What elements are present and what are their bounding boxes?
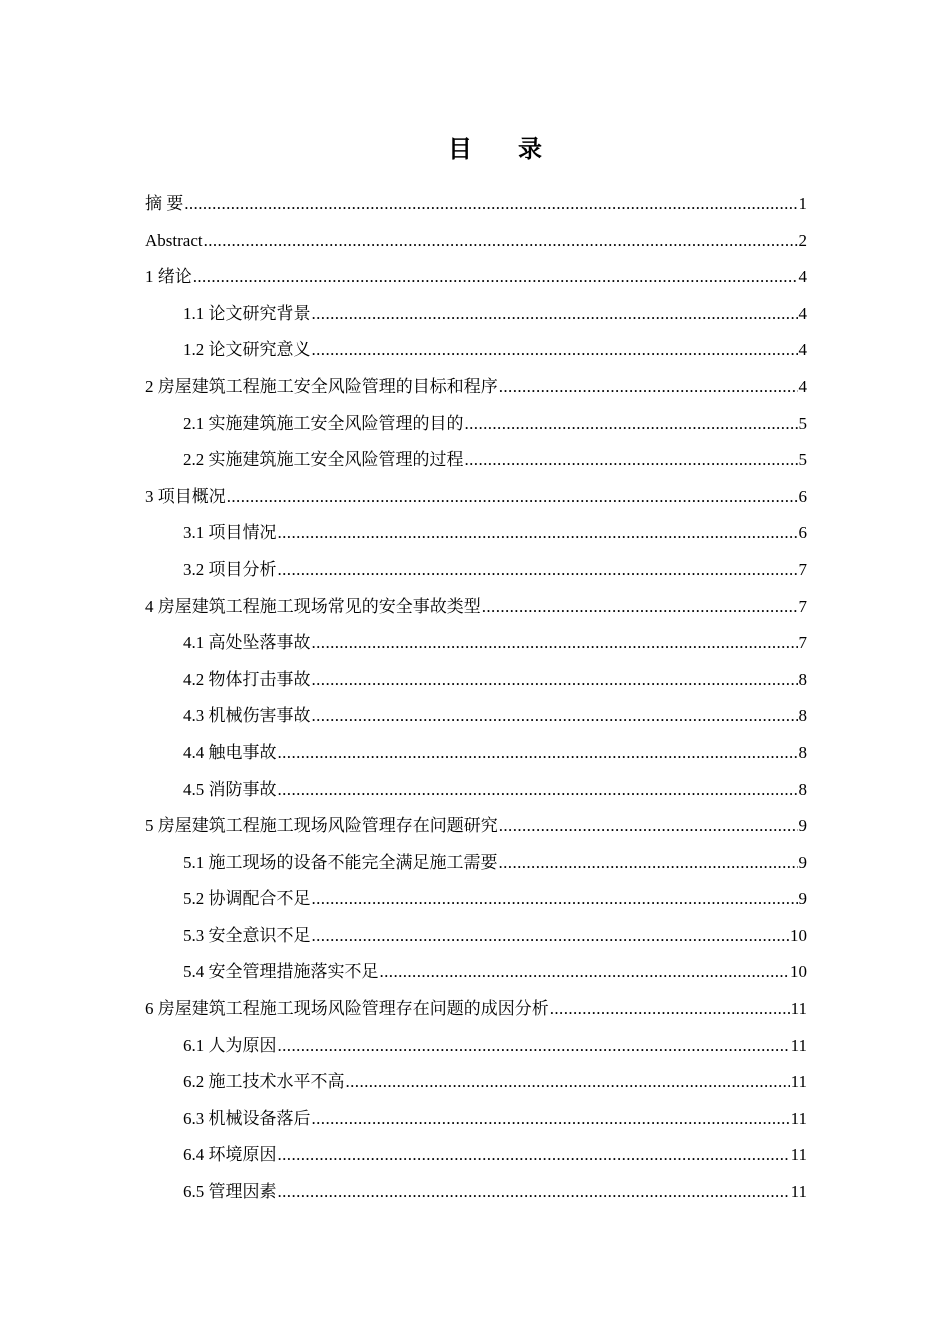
toc-entry[interactable] — [145, 1064, 807, 1101]
toc-entry[interactable] — [145, 406, 807, 443]
toc-entry-label: 6.1 人为原因 — [183, 1035, 277, 1055]
toc-entry-label: 1 绪论 — [145, 267, 192, 287]
toc-entry-page-number: 9 — [798, 852, 807, 872]
toc-entry-page-number: 11 — [790, 1108, 807, 1128]
toc-entry-label: 3 项目概况 — [145, 486, 226, 506]
toc-entry[interactable] — [145, 881, 807, 918]
toc-dot-leader — [499, 369, 798, 406]
toc-entry-label: 2.1 实施建筑施工安全风险管理的目的 — [183, 413, 464, 433]
toc-entry-label: 6.5 管理因素 — [183, 1182, 277, 1202]
toc-dot-leader — [312, 1101, 790, 1138]
toc-entry-page-number: 2 — [798, 230, 807, 250]
toc-entry-page-number: 4 — [798, 303, 807, 323]
toc-entry[interactable] — [145, 991, 807, 1028]
toc-entry[interactable] — [145, 1028, 807, 1065]
toc-entry-label: 1.1 论文研究背景 — [183, 303, 311, 323]
toc-entry[interactable] — [145, 332, 807, 369]
toc-entry-page-number: 8 — [798, 669, 807, 689]
toc-dot-leader — [278, 772, 798, 809]
toc-entry[interactable] — [145, 186, 807, 223]
toc-entry-label: 2.2 实施建筑施工安全风险管理的过程 — [183, 450, 464, 470]
toc-entry[interactable] — [145, 479, 807, 516]
toc-entry-page-number: 6 — [798, 523, 807, 543]
toc-entry-label: 4.1 高处坠落事故 — [183, 633, 311, 653]
toc-dot-leader — [482, 589, 798, 626]
toc-dot-leader — [380, 954, 790, 991]
toc-entry-label: 3.2 项目分析 — [183, 559, 277, 579]
toc-entry[interactable] — [145, 735, 807, 772]
toc-entry-page-number: 8 — [798, 706, 807, 726]
toc-entry[interactable] — [145, 515, 807, 552]
toc-dot-leader — [499, 808, 798, 845]
toc-entry-page-number: 1 — [798, 194, 807, 213]
toc-dot-leader — [550, 991, 790, 1028]
toc-dot-leader — [312, 296, 798, 333]
toc-entry-page-number: 11 — [790, 1035, 807, 1055]
toc-entry-page-number: 11 — [790, 999, 807, 1019]
toc-entry-page-number: 7 — [798, 596, 807, 616]
toc-entry[interactable] — [145, 552, 807, 589]
toc-dot-leader — [346, 1064, 790, 1101]
toc-dot-leader — [278, 1174, 790, 1211]
toc-entry-label: 6.4 环境原因 — [183, 1145, 277, 1165]
toc-entry[interactable] — [145, 589, 807, 626]
toc-entry-label: 4.2 物体打击事故 — [183, 669, 311, 689]
toc-dot-leader — [227, 479, 798, 516]
toc-entry-page-number: 10 — [790, 925, 807, 945]
toc-dot-leader — [278, 552, 798, 589]
toc-entry-label: 4.5 消防事故 — [183, 779, 277, 799]
toc-entry-page-number: 5 — [798, 450, 807, 470]
toc-entry[interactable] — [145, 223, 807, 260]
toc-entry-page-number: 6 — [798, 486, 807, 506]
toc-entry-label: 2 房屋建筑工程施工安全风险管理的目标和程序 — [145, 376, 498, 396]
page-title: 目 录 — [448, 137, 562, 163]
toc-dot-leader — [204, 223, 798, 260]
toc-entry-page-number: 11 — [790, 1072, 807, 1092]
toc-dot-leader — [312, 881, 798, 918]
toc-entry[interactable] — [145, 808, 807, 845]
toc-entry-page-number: 8 — [798, 742, 807, 762]
toc-entry-label: 3.1 项目情况 — [183, 523, 277, 543]
toc-entry-page-number: 4 — [798, 267, 807, 287]
toc-entry-page-number: 10 — [790, 962, 807, 982]
toc-entry-label: 6.2 施工技术水平不高 — [183, 1072, 345, 1092]
toc-entry[interactable] — [145, 698, 807, 735]
toc-entry[interactable] — [145, 1101, 807, 1138]
toc-dot-leader — [312, 662, 798, 699]
toc-entry-label: 4 房屋建筑工程施工现场常见的安全事故类型 — [145, 596, 481, 616]
toc-entry-label: 6.3 机械设备落后 — [183, 1108, 311, 1128]
toc-entry-page-number: 9 — [798, 889, 807, 909]
toc-entry-label: 1.2 论文研究意义 — [183, 340, 311, 360]
toc-entry[interactable] — [145, 845, 807, 882]
toc-entry-page-number: 7 — [798, 633, 807, 653]
toc-entry-page-number: 7 — [798, 559, 807, 579]
toc-entry-page-number: 11 — [790, 1145, 807, 1165]
toc-dot-leader — [465, 442, 798, 479]
toc-entry[interactable] — [145, 662, 807, 699]
toc-entry-label: 5.4 安全管理措施落实不足 — [183, 962, 379, 982]
toc-dot-leader — [499, 845, 798, 882]
toc-entry[interactable] — [145, 259, 807, 296]
toc-entry-label: 5.1 施工现场的设备不能完全满足施工需要 — [183, 852, 498, 872]
toc-entry-label: Abstract — [145, 230, 203, 250]
toc-entry-label: 5.2 协调配合不足 — [183, 889, 311, 909]
toc-entry-page-number: 4 — [798, 376, 807, 396]
toc-entry[interactable] — [145, 1174, 807, 1211]
toc-entry-label: 5 房屋建筑工程施工现场风险管理存在问题研究 — [145, 816, 498, 836]
toc-entry-label: 6 房屋建筑工程施工现场风险管理存在问题的成因分析 — [145, 999, 549, 1019]
toc-dot-leader — [278, 515, 798, 552]
toc-entry-label: 5.3 安全意识不足 — [183, 925, 311, 945]
toc-dot-leader — [278, 1137, 790, 1174]
toc-dot-leader — [184, 186, 797, 223]
toc-entry[interactable] — [145, 442, 807, 479]
toc-entry[interactable] — [145, 1137, 807, 1174]
toc-entry[interactable] — [145, 918, 807, 955]
toc-entry-label: 摘 要 — [145, 194, 184, 213]
toc-dot-leader — [278, 735, 798, 772]
toc-entry-page-number: 5 — [798, 413, 807, 433]
toc-dot-leader — [465, 406, 798, 443]
toc-entry-label: 4.4 触电事故 — [183, 742, 277, 762]
toc-entry[interactable] — [145, 296, 807, 333]
toc-dot-leader — [278, 1028, 790, 1065]
toc-dot-leader — [312, 698, 798, 735]
toc-entry-page-number: 8 — [798, 779, 807, 799]
toc-entry-page-number: 9 — [798, 816, 807, 836]
toc-dot-leader — [312, 625, 798, 662]
toc-entry-page-number: 11 — [790, 1182, 807, 1202]
toc-entry-page-number: 4 — [798, 340, 807, 360]
toc-dot-leader — [193, 259, 798, 296]
toc-entry-label: 4.3 机械伤害事故 — [183, 706, 311, 726]
toc-entry[interactable] — [145, 772, 807, 809]
toc-entry[interactable] — [145, 625, 807, 662]
toc-dot-leader — [312, 918, 790, 955]
toc-dot-leader — [312, 332, 798, 369]
toc-entry[interactable] — [145, 954, 807, 991]
toc-entry[interactable] — [145, 369, 807, 406]
table-of-contents — [145, 186, 807, 1211]
